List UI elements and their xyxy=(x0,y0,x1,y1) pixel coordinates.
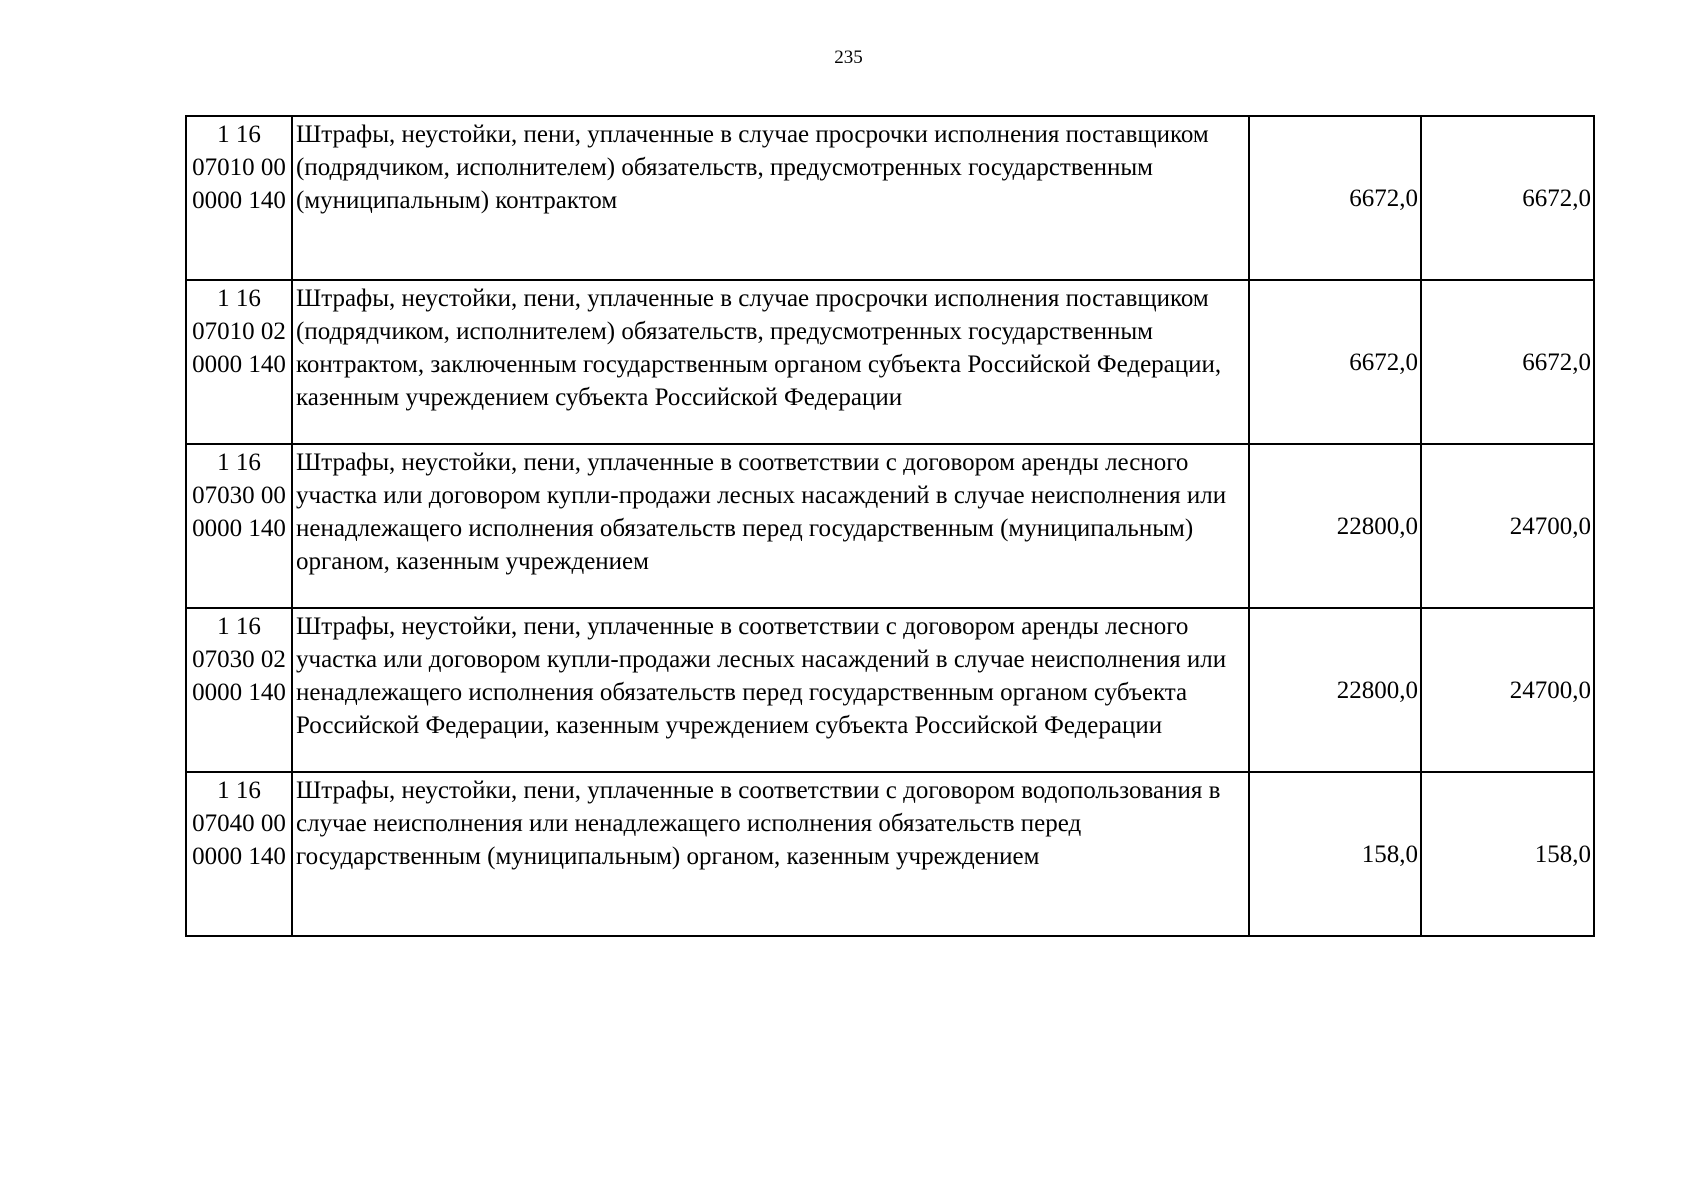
code-line: 07010 02 xyxy=(192,318,286,345)
description-cell: Штрафы, неустойки, пени, уплаченные в соответствии с договором аренды лесного участка или договором купли-продажи лесных насаждений в случае неисполнения или ненадлежащего исполнения обязательств перед государственным (муниципальным) органом, казенным учреждением xyxy=(292,444,1249,608)
value-2-cell: 6672,0 xyxy=(1421,280,1594,444)
budget-code-cell xyxy=(186,444,292,608)
code-line: 07030 02 xyxy=(192,646,286,673)
value-2-cell: 24700,0 xyxy=(1421,608,1594,772)
value-2-cell: 24700,0 xyxy=(1421,444,1594,608)
value-1-cell: 6672,0 xyxy=(1249,116,1421,280)
code-line: 1 16 xyxy=(217,777,261,804)
code-line: 0000 140 xyxy=(192,515,286,542)
description-cell: Штрафы, неустойки, пени, уплаченные в случае просрочки исполнения поставщиком (подрядчиком, исполнителем) обязательств, предусмотренных государственным контрактом, заключенным государственным органом субъекта Российской Федерации, казенным учреждением субъекта Российской Федерации xyxy=(292,280,1249,444)
value-1-cell: 6672,0 xyxy=(1249,280,1421,444)
revenue-table xyxy=(185,115,1595,937)
code-line: 07030 00 xyxy=(192,482,286,509)
code-line: 0000 140 xyxy=(192,351,286,378)
table-row xyxy=(186,444,1594,608)
code-line: 0000 140 xyxy=(192,187,286,214)
value-1-cell: 158,0 xyxy=(1249,772,1421,936)
page-number: 235 xyxy=(834,47,863,68)
code-line: 07010 00 xyxy=(192,154,286,181)
value-2-cell: 6672,0 xyxy=(1421,116,1594,280)
description-cell: Штрафы, неустойки, пени, уплаченные в соответствии с договором аренды лесного участка или договором купли-продажи лесных насаждений в случае неисполнения или ненадлежащего исполнения обязательств перед государственным органом субъекта Российской Федерации, казенным учреждением субъекта Российской Федерации xyxy=(292,608,1249,772)
code-line: 0000 140 xyxy=(192,843,286,870)
budget-code-cell xyxy=(186,608,292,772)
budget-code-cell xyxy=(186,280,292,444)
budget-code-cell xyxy=(186,116,292,280)
value-1-cell: 22800,0 xyxy=(1249,444,1421,608)
code-line: 0000 140 xyxy=(192,679,286,706)
table-row xyxy=(186,608,1594,772)
code-line: 1 16 xyxy=(217,285,261,312)
table-row xyxy=(186,116,1594,280)
code-line: 1 16 xyxy=(217,613,261,640)
value-2-cell: 158,0 xyxy=(1421,772,1594,936)
code-line: 1 16 xyxy=(217,121,261,148)
code-line: 07040 00 xyxy=(192,810,286,837)
description-cell: Штрафы, неустойки, пени, уплаченные в соответствии с договором водопользования в случае неисполнения или ненадлежащего исполнения обязательств перед государственным (муниципальным) органом, казенным учреждением xyxy=(292,772,1249,936)
table-row xyxy=(186,772,1594,936)
code-line: 1 16 xyxy=(217,449,261,476)
description-cell: Штрафы, неустойки, пени, уплаченные в случае просрочки исполнения поставщиком (подрядчиком, исполнителем) обязательств, предусмотренных государственным (муниципальным) контрактом xyxy=(292,116,1249,280)
table-row xyxy=(186,280,1594,444)
budget-code-cell xyxy=(186,772,292,936)
value-1-cell: 22800,0 xyxy=(1249,608,1421,772)
